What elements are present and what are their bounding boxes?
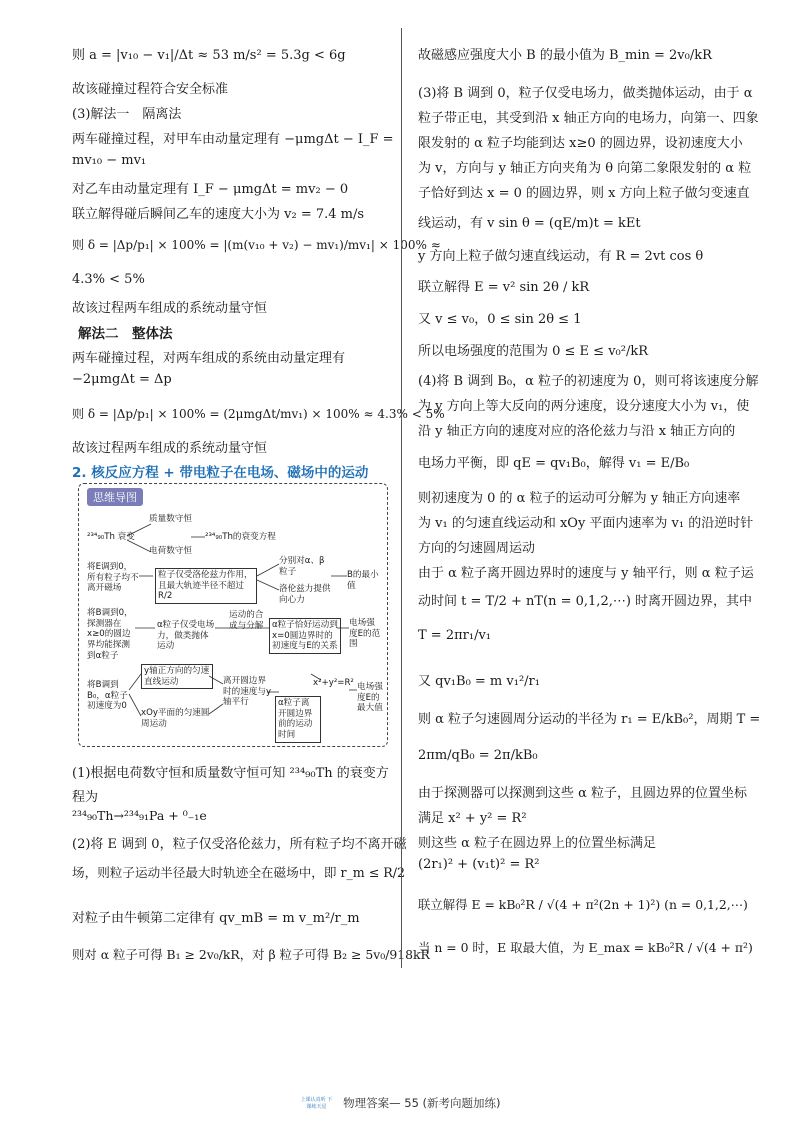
right-line-4: 限发射的 α 粒子均能到达 x≥0 的圆边界，设初速度大小 [418,136,743,151]
right-line-1: 故磁感应强度大小 B 的最小值为 B_min = 2v₀/kR [418,48,712,63]
right-line-30: 当 n = 0 时，E 取最大值，为 E_max = kB₀²R / √(4 + π²) [418,940,753,955]
publisher-logo: 上课认真听 下课练天星 [300,1096,333,1110]
node-lorentz-only: 粒子仅受洛伦兹力作用，且最大轨迹半径不超过 R/2 [155,568,257,604]
right-line-9: 联立解得 E = v² sin 2θ / kR [418,280,590,295]
node-initial-velocity-e: α粒子恰好运动到x=0圆边界时的初速度与E的关系 [269,618,341,654]
right-line-28: (2r₁)² + (v₁t)² = R² [418,857,540,872]
left2-line-7: 则对 α 粒子可得 B₁ ≥ 2v₀/kR，对 β 粒子可得 B₂ ≥ 5v₀/918kR [72,947,430,962]
node-e-range: 电场强度E的范围 [349,618,381,650]
right-line-10: 又 v ≤ v₀，0 ≤ sin 2θ ≤ 1 [418,312,582,327]
node-y-uniform: y轴正方向的匀速直线运动 [141,664,213,689]
right-line-20: 动时间 t = T/2 + nT(n = 0,1,2,⋯) 时离开圆边界，其中 [418,594,753,609]
right-line-14: 沿 y 轴正方向的速度对应的洛伦兹力与沿 x 轴正方向的 [418,424,736,439]
right-line-8: y 方向上粒子做匀速直线运动，有 R = 2vt cos θ [418,249,704,264]
right-line-12: (4)将 B 调到 B₀，α 粒子的初速度为 0，则可将该速度分解 [418,374,759,389]
left2-line-6: 对粒子由牛顿第二定律有 qv_mB = m v_m²/r_m [72,911,360,926]
node-decomposition: 运动的合成与分解 [229,610,264,631]
right-line-27: 则这些 α 粒子在圆边界上的位置坐标满足 [418,836,657,851]
section-2-title: 2. 核反应方程 + 带电粒子在电场、磁场中的运动 [72,465,369,481]
left-line-8: 则 δ = |Δp/p₁| × 100% = |(m(v₁₀ + v₂) − mv₁)/mv₁| × 100% ≈ [72,238,441,252]
node-charge-conservation: 电荷数守恒 [149,546,192,556]
right-line-2: (3)将 B 调到 0，粒子仅受电场力，做类抛体运动，由于 α [418,86,753,101]
node-b-zero: 将B调到0，探测器在x≥0的圆边界均能探测到α粒子 [87,608,133,661]
left-line-10: 故该过程两车组成的系统动量守恒 [72,301,268,316]
right-line-25: 由于探测器可以探测到这些 α 粒子，且圆边界的位置坐标 [418,786,748,801]
right-line-19: 由于 α 粒子离开圆边界时的速度与 y 轴平行，则 α 粒子运 [418,566,754,581]
right-line-23: 则 α 粒子匀速圆周分运动的半径为 r₁ = E/kB₀²，周期 T = [418,712,761,727]
node-alpha-beta: 分别对α、β粒子 [279,556,325,577]
page-footer [0,1095,800,1111]
left-line-9: 4.3% < 5% [72,272,145,287]
right-line-6: 子恰好到达 x = 0 的圆边界，则 x 方向上粒子做匀变速直 [418,186,750,201]
left-line-13: −2μmgΔt = Δp [72,372,172,387]
node-mass-conservation: 质量数守恒 [149,514,192,524]
node-xoy-circular: xOy平面的匀速圆周运动 [141,708,210,729]
right-line-13: 为 y 方向上等大反向的两分速度，设分速度大小为 v₁，使 [418,399,750,414]
left-line-14: 则 δ = |Δp/p₁| × 100% = (2μmgΔt/mv₁) × 100% ≈ 4.3% < 5% [72,407,445,421]
node-centripetal: 洛伦兹力提供向心力 [279,584,331,605]
right-line-11: 所以电场强度的范围为 0 ≤ E ≤ v₀²/kR [418,344,649,359]
left2-line-5: 场，则粒子运动半径最大时轨迹全在磁场中，即 r_m ≤ R/2 [72,865,406,880]
left-line-6: 对乙车由动量定理有 I_F − μmgΔt = mv₂ − 0 [72,182,349,197]
right-line-21: T = 2πr₁/v₁ [418,628,492,643]
right-line-29: 联立解得 E = kB₀²R / √(4 + π²(2n + 1)²) (n = 0,1,2,⋯) [418,897,748,912]
right-line-22: 又 qv₁B₀ = m v₁²/r₁ [418,674,540,689]
right-line-16: 则初速度为 0 的 α 粒子的运动可分解为 y 轴正方向速率 [418,491,741,506]
right-line-3: 粒子带正电，其受到沿 x 轴正方向的电场力，向第一、四象 [418,111,759,126]
right-line-5: 为 v，方向与 y 轴正方向夹角为 θ 向第二象限发射的 α 粒 [418,161,752,176]
left-line-2: 故该碰撞过程符合安全标准 [72,82,229,97]
left-line-5: mv₁₀ − mv₁ [72,153,147,168]
method-two-heading: 解法二 整体法 [78,326,173,342]
node-circle-equation: x²+y²=R² [313,678,354,688]
mind-map-title: 思维导图 [87,488,143,506]
right-line-17: 为 v₁ 的匀速直线运动和 xOy 平面内速率为 v₁ 的沿逆时针 [418,516,754,531]
node-b-min: B的最小值 [347,570,379,591]
node-e-zero: 将E调到0，所有粒子均不离开磁场 [87,562,139,594]
left-line-15: 故该过程两车组成的系统动量守恒 [72,441,268,456]
node-decay-equation: ²³⁴₉₀Th的衰变方程 [205,532,276,542]
node-electric-only: α粒子仅受电场力，做类抛体运动 [157,620,215,652]
right-line-18: 方向的匀速圆周运动 [418,541,536,556]
right-line-7: 线运动，有 v sin θ = (qE/m)t = kEt [418,216,641,231]
left-line-1: 则 a = |v₁₀ − v₁|/Δt ≈ 53 m/s² = 5.3g < 6g [72,48,346,63]
left2-line-2: 程为 [72,790,99,805]
node-exit-velocity: 离开圆边界时的速度与y轴平行 [223,676,272,708]
mind-map [78,483,388,747]
right-line-24: 2πm/qB₀ = 2π/kB₀ [418,748,538,763]
node-e-max: 电场强度E的最大值 [357,682,383,714]
right-line-26: 满足 x² + y² = R² [418,811,527,826]
right-line-15: 电场力平衡，即 qE = qv₁B₀，解得 v₁ = E/B₀ [418,456,690,471]
decay-equation: ²³⁴₉₀Th→²³⁴₉₁Pa + ⁰₋₁e [72,808,207,823]
left2-line-1: (1)根据电荷数守恒和质量数守恒可知 ²³⁴₉₀Th 的衰变方 [72,766,389,781]
left2-line-4: (2)将 E 调到 0，粒子仅受洛伦兹力，所有粒子均不离开磁 [72,837,407,852]
left-line-3: (3)解法一 隔离法 [72,107,182,122]
column-divider [401,28,402,968]
left-line-7: 联立解得碰后瞬间乙车的速度大小为 v₂ = 7.4 m/s [72,207,365,222]
node-th-decay: ²³⁴₉₀Th 衰变 [87,532,135,542]
footer-page-label: 物理答案— 55 (新考向题加练) [343,1096,501,1110]
node-exit-time: α粒子离开圆边界前的运动时间 [275,696,321,743]
left-line-4: 两车碰撞过程，对甲车由动量定理有 −μmgΔt − I_F = [72,132,394,147]
node-b-b0: 将B调到B₀，α粒子初速度为0 [87,680,128,712]
left-line-12: 两车碰撞过程，对两车组成的系统由动量定理有 [72,351,346,366]
